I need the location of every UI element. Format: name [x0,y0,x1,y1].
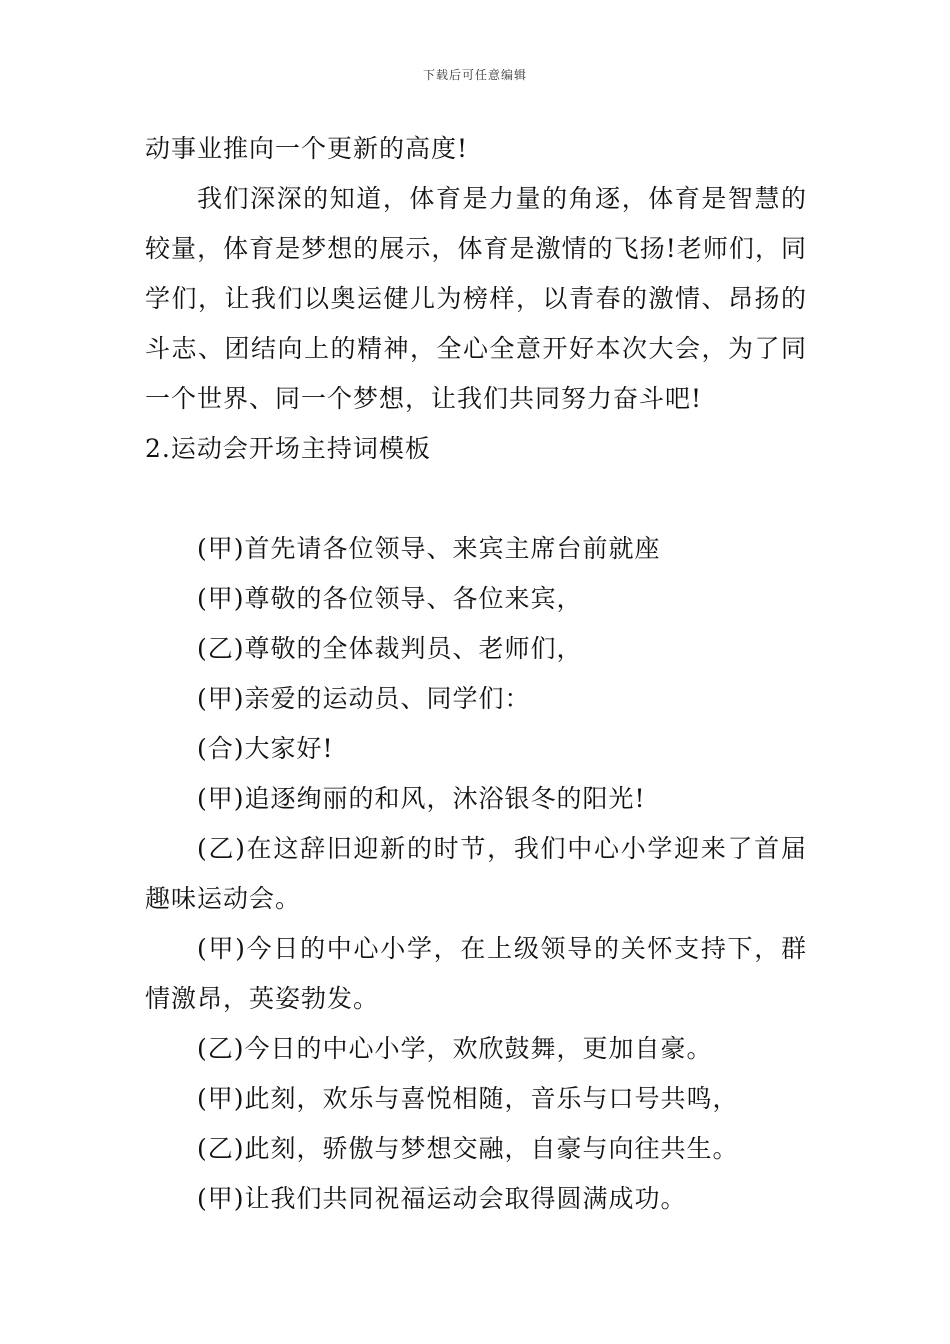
script-line: (甲)尊敬的各位领导、各位来宾， [197,584,583,613]
script-line: (甲)让我们共同祝福运动会取得圆满成功。 [197,1184,687,1213]
script-line: (合)大家好! [197,734,334,763]
script-line: (甲)亲爱的运动员、同学们： [197,684,531,713]
script-line: (乙)今日的中心小学，欢欣鼓舞，更加自豪。 [197,1034,713,1063]
document-body [145,124,807,1224]
script-line: (甲)此刻，欢乐与喜悦相随，音乐与口号共鸣， [197,1084,739,1113]
script-line: (乙)尊敬的全体裁判员、老师们， [197,634,583,663]
paragraph-sports-spirit: 我们深深的知道，体育是力量的角逐，体育是智慧的较量，体育是梦想的展示，体育是激情的飞扬!老师们，同学们，让我们以奥运健儿为榜样，以青春的激情、昂扬的斗志、团结向上的精神，全心全意开好本次大会，为了同一个世界、同一个梦想，让我们共同努力奋斗吧! [145,184,807,413]
script-line: (乙)在这辞旧迎新的时节，我们中心小学迎来了首届趣味运动会。 [145,834,807,913]
blank-line [145,474,807,524]
script-line: (甲)今日的中心小学，在上级领导的关怀支持下，群情激昂，英姿勃发。 [145,934,807,1013]
paragraph-continuation: 动事业推向一个更新的高度! [145,134,469,163]
section-title: 2.运动会开场主持词模板 [145,434,431,463]
script-line: (甲)首先请各位领导、来宾主席台前就座 [197,534,661,563]
page-header-note: 下载后可任意编辑 [422,68,527,82]
script-line: (甲)追逐绚丽的和风，沐浴银冬的阳光! [197,784,646,813]
script-line: (乙)此刻，骄傲与梦想交融，自豪与向往共生。 [197,1134,739,1163]
